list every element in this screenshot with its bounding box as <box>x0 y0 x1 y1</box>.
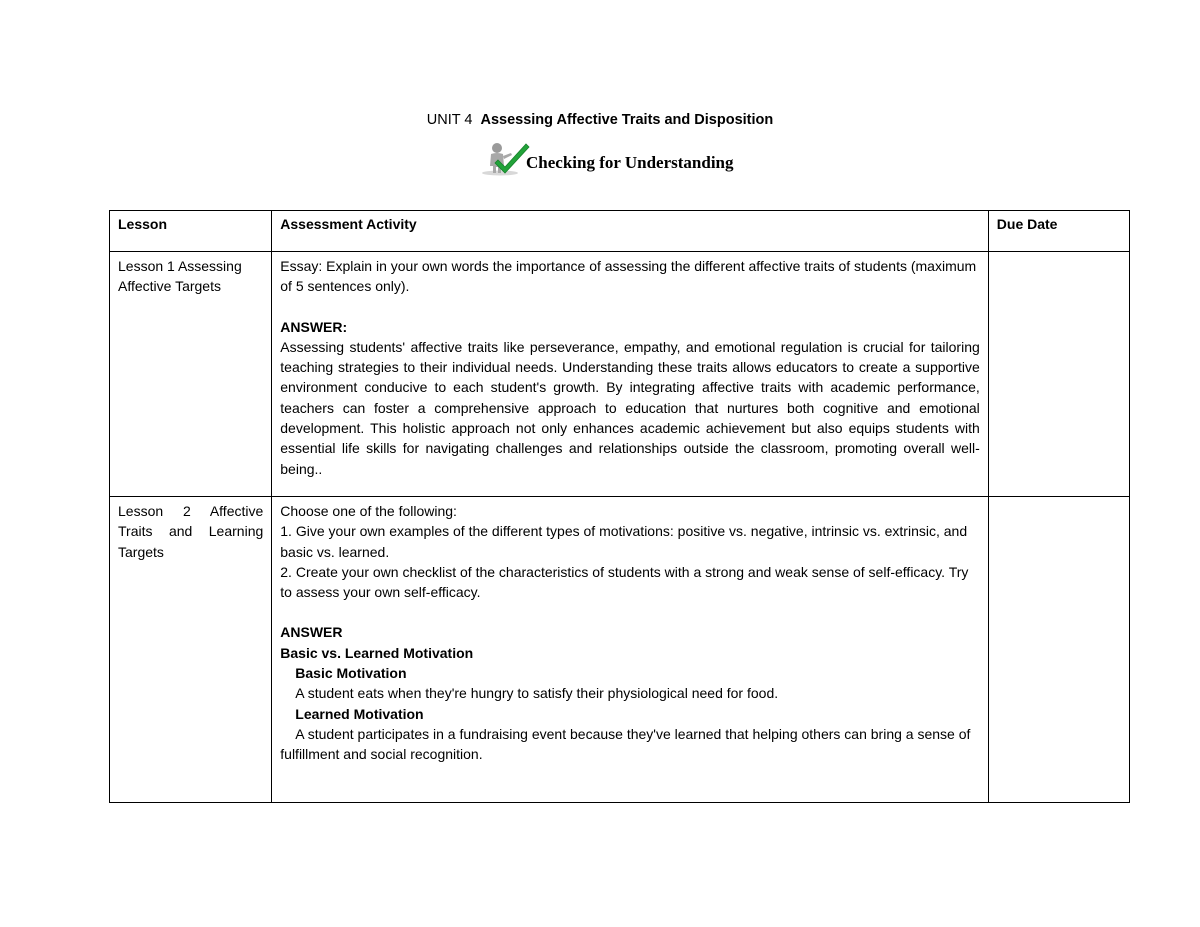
learned-motivation-title: Learned Motivation <box>295 705 424 722</box>
activity-option-1: 1. Give your own examples of the different types of motivations: positive vs. negative, intrinsic vs. extrinsic, and basic vs. learned. <box>280 523 968 560</box>
unit-label: UNIT 4 <box>426 112 473 128</box>
answer-section-title: Basic vs. Learned Motivation <box>280 644 474 661</box>
basic-motivation-text: A student eats when they're hungry to satisfy their physiological need for food. <box>295 685 779 702</box>
activity-option-2: 2. Create your own checklist of the characteristics of students with a strong and weak sense of self-efficacy. Try to assess your own self-efficacy. <box>280 563 969 601</box>
lesson-cell <box>110 497 272 803</box>
answer-label: ANSWER: <box>280 318 348 335</box>
table-row <box>110 497 1130 803</box>
activity-cell <box>272 252 989 497</box>
unit-heading: Assessing Affective Traits and Disposition <box>480 112 774 128</box>
person-checkmark-icon <box>478 140 530 176</box>
due-date-cell <box>988 497 1129 803</box>
lesson-cell <box>110 252 272 497</box>
answer-text: Assessing students' affective traits like perseverance, empathy, and emotional regulation is crucial for tailoring teaching strategies to their individual needs. Understanding these traits allows educators to create a supportive environment conducive to each student's growth. By integrating affective traits with academic performance, teachers can foster a comprehensive approach to education that nurtures both cognitive and emotional development. This holistic approach not only enhances academic achievement but also equips students with essential life skills for navigating challenges and relationships outside the classroom, promoting overall well-being.. <box>280 338 980 477</box>
checking-for-understanding-banner <box>478 140 778 180</box>
table-header-row <box>110 211 1130 252</box>
assessment-table <box>109 210 1130 803</box>
activity-prompt: Essay: Explain in your own words the importance of assessing the different affective traits of students (maximum of 5 sentences only). <box>280 258 977 295</box>
lesson-name: Lesson 2 Affective Traits and Learning Targets <box>118 503 264 560</box>
header-activity: Assessment Activity <box>272 211 989 252</box>
subtitle: Checking for Understanding <box>526 153 734 172</box>
due-date-cell <box>988 252 1129 497</box>
activity-intro: Choose one of the following: <box>280 503 457 519</box>
activity-cell <box>272 497 989 803</box>
header-lesson: Lesson <box>110 211 272 252</box>
basic-motivation-title: Basic Motivation <box>295 665 407 682</box>
answer-label: ANSWER <box>280 624 343 641</box>
learned-motivation-text: A student participates in a fundraising event because they've learned that helping others can bring a sense of fulfillment and social recognition. <box>280 725 971 763</box>
header-due-date: Due Date <box>988 211 1129 252</box>
table-row <box>110 252 1130 497</box>
lesson-name: Lesson 1 Assessing Affective Targets <box>118 258 242 295</box>
unit-title <box>0 111 1200 129</box>
